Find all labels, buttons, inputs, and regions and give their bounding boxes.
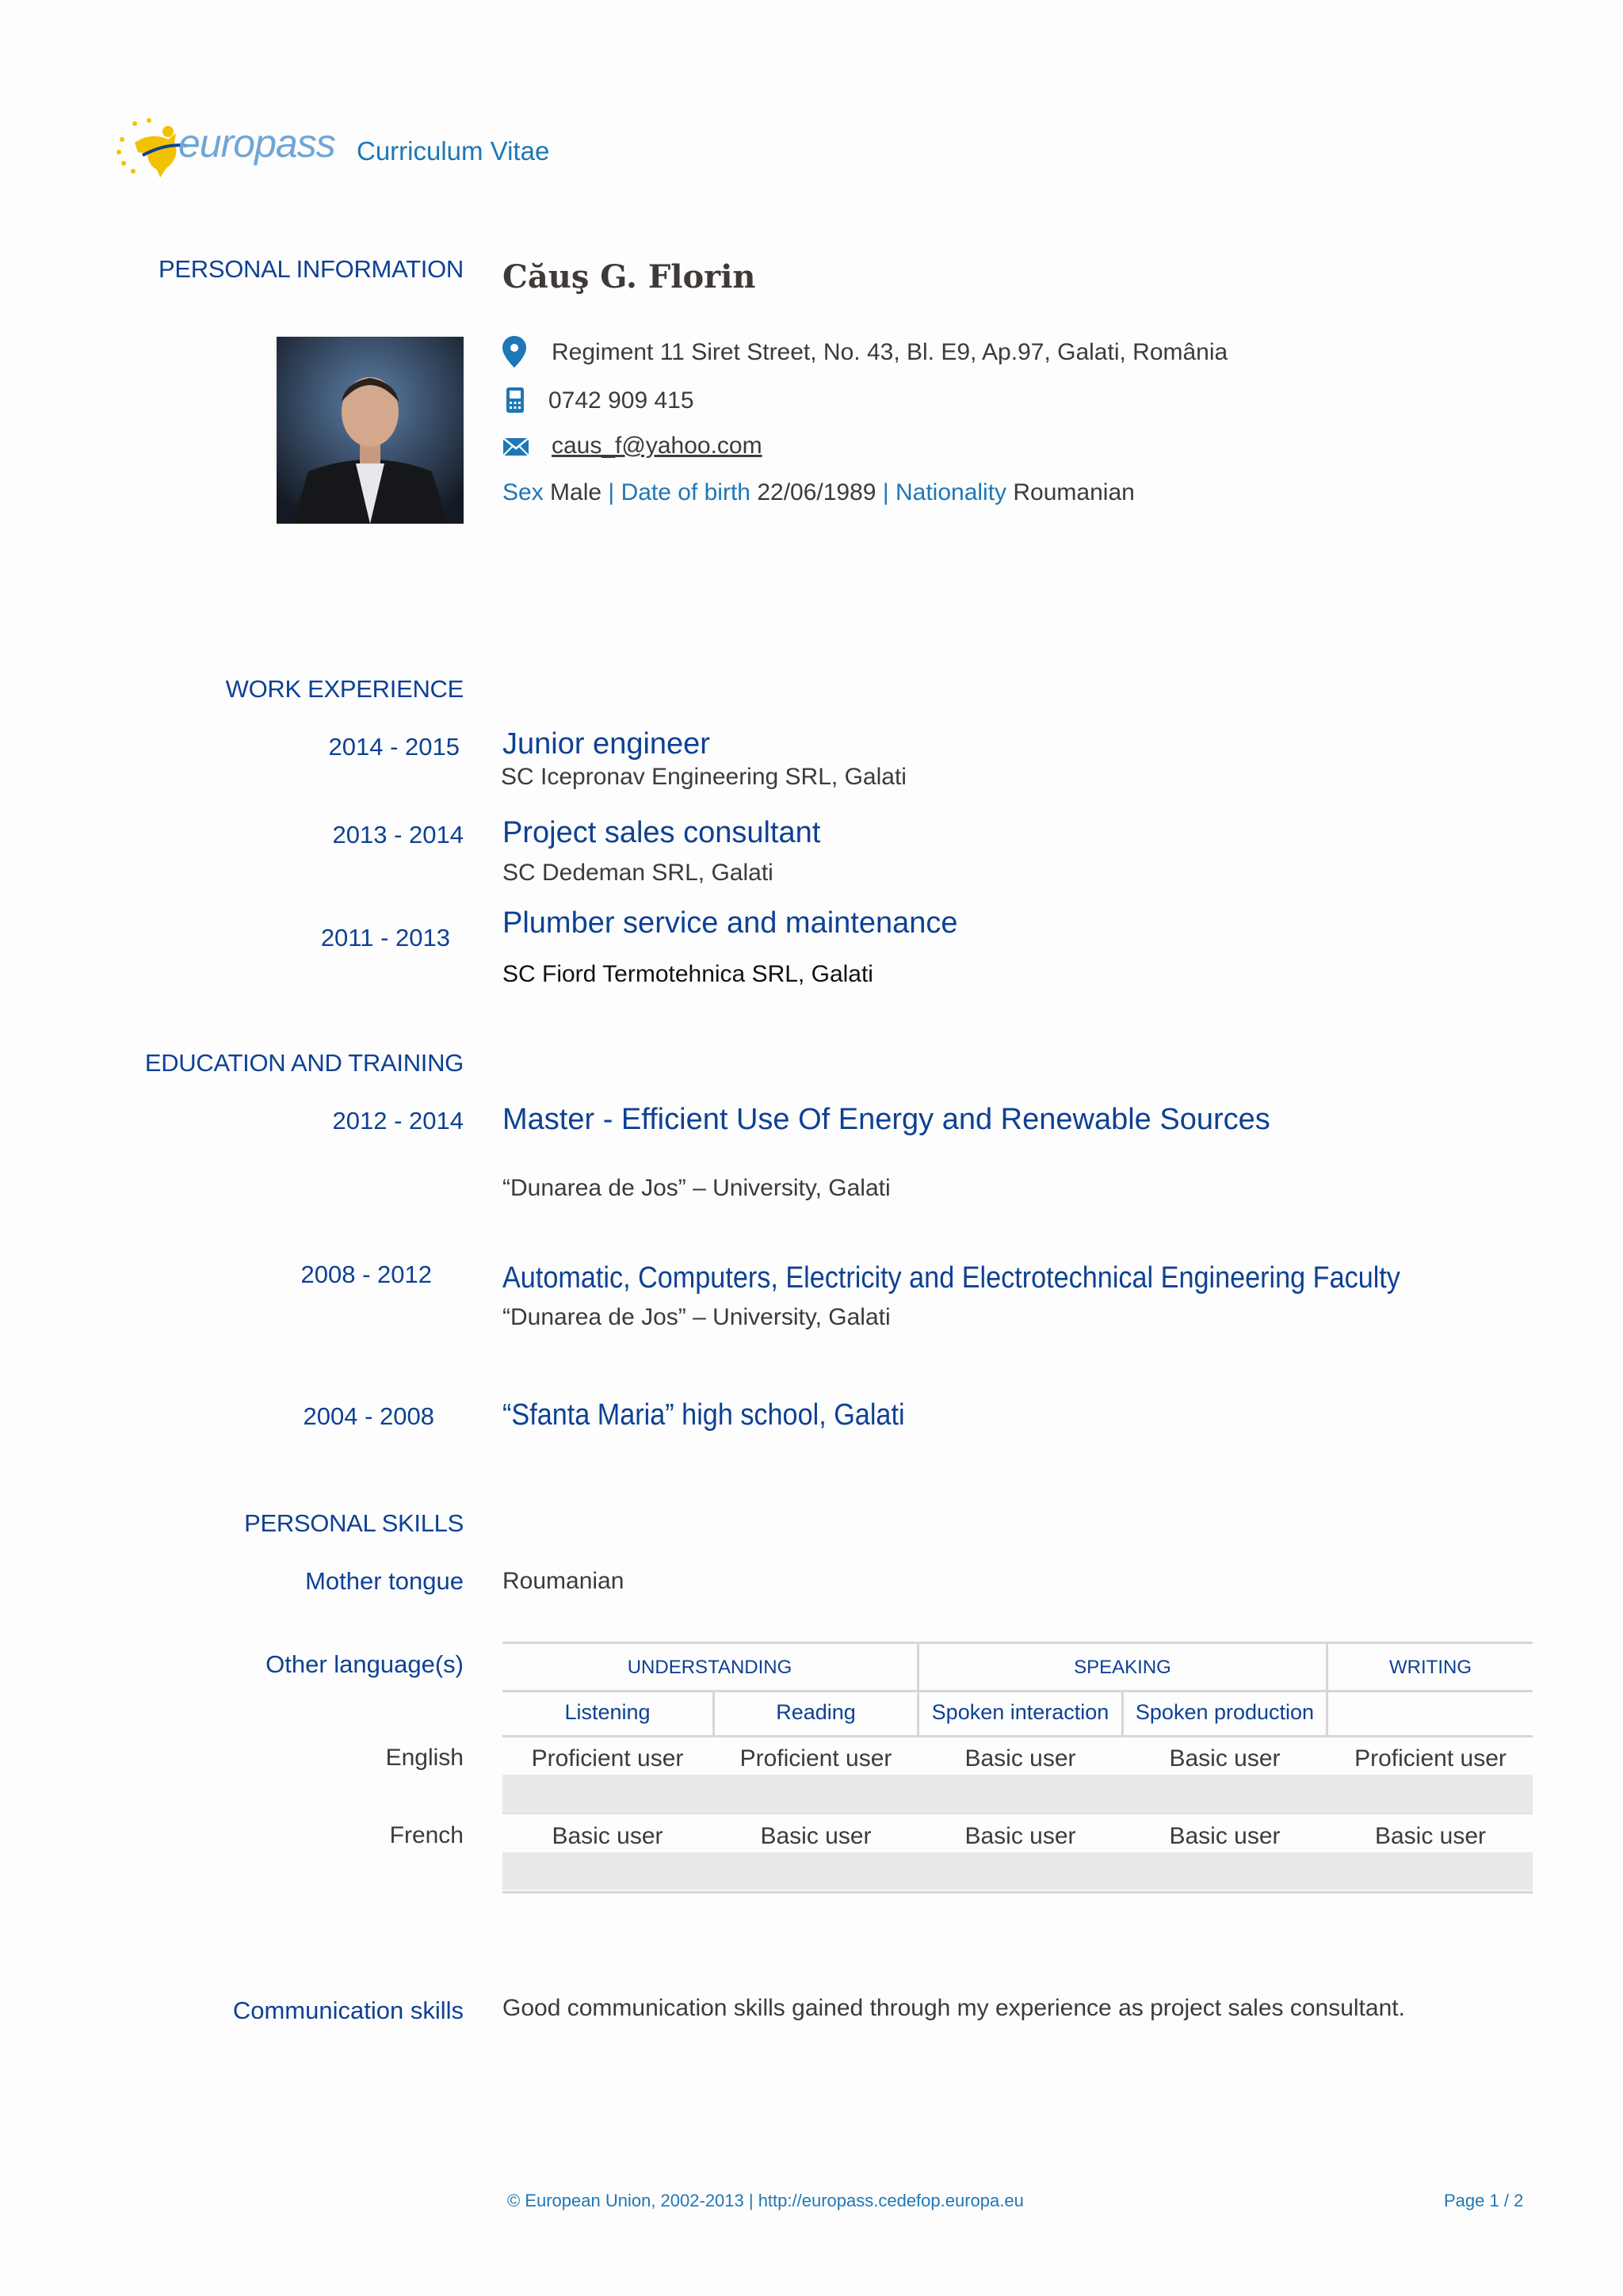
- table-subheader-spoken-interaction: Spoken interaction: [931, 1700, 1109, 1724]
- sex-value: Male: [550, 479, 602, 505]
- employer: SC Dedeman SRL, Galati: [502, 860, 773, 886]
- work-dates: 2014 - 2015: [328, 733, 460, 761]
- table-cell: Basic user: [1374, 1823, 1487, 1849]
- employer: SC Icepronav Engineering SRL, Galati: [501, 764, 907, 790]
- nationality-value: Roumanian: [1013, 479, 1135, 505]
- work-dates: 2011 - 2013: [320, 924, 450, 952]
- table-subheader-reading: Reading: [776, 1700, 856, 1724]
- job-title: Project sales consultant: [502, 816, 821, 849]
- communication-skills-text: Good communication skills gained through my experience as project sales consultant.: [502, 1995, 1405, 2021]
- table-header-speaking: SPEAKING: [1074, 1657, 1171, 1678]
- other-languages-label: Other language(s): [265, 1650, 464, 1678]
- section-heading-work-experience: WORK EXPERIENCE: [225, 675, 464, 703]
- table-cell: Basic user: [760, 1823, 872, 1849]
- education-title: Automatic, Computers, Electricity and Electrotechnical Engineering Faculty: [502, 1261, 1400, 1295]
- personal-details-line: [502, 479, 1135, 506]
- job-title: Junior engineer: [502, 727, 710, 761]
- page-number: Page 1 / 2: [1444, 2191, 1524, 2210]
- footer-copyright: © European Union, 2002-2013 | http://europass.cedefop.europa.eu: [507, 2191, 1024, 2210]
- communication-skills-label: Communication skills: [232, 1997, 464, 2024]
- table-cell: Proficient user: [531, 1745, 684, 1772]
- person-name: Căuş G. Florin: [502, 258, 756, 296]
- mother-tongue-label: Mother tongue: [305, 1567, 464, 1595]
- education-organisation: “Dunarea de Jos” – University, Galati: [502, 1175, 891, 1201]
- email-link[interactable]: caus_f@yahoo.com: [552, 433, 762, 459]
- document-title: Curriculum Vitae: [357, 136, 550, 166]
- dob-label: Date of birth: [621, 479, 750, 505]
- education-title: Master - Efficient Use Of Energy and Renewable Sources: [502, 1103, 1270, 1136]
- location-pin-icon: [502, 336, 526, 372]
- employer: SC Fiord Termotehnica SRL, Galati: [502, 961, 873, 987]
- table-cell: Proficient user: [1354, 1745, 1507, 1772]
- table-header-understanding: UNDERSTANDING: [627, 1657, 792, 1678]
- table-cell: Proficient user: [739, 1745, 892, 1772]
- table-cell: Basic user: [1169, 1745, 1281, 1772]
- dob-value: 22/06/1989: [757, 479, 876, 505]
- address: Regiment 11 Siret Street, No. 43, Bl. E9, Ap.97, Galati, România: [552, 339, 1228, 365]
- section-heading-education: EDUCATION AND TRAINING: [144, 1049, 464, 1077]
- education-dates: 2008 - 2012: [300, 1261, 432, 1288]
- education-title: “Sfanta Maria” high school, Galati: [502, 1398, 905, 1432]
- profile-photo: [277, 337, 464, 524]
- table-subheader-listening: Listening: [564, 1700, 651, 1724]
- education-dates: 2004 - 2008: [303, 1402, 434, 1430]
- nationality-label: Nationality: [895, 479, 1007, 505]
- section-heading-personal-information: PERSONAL INFORMATION: [158, 255, 464, 283]
- education-dates: 2012 - 2014: [332, 1107, 464, 1135]
- language-name: English: [385, 1745, 464, 1771]
- language-name: French: [389, 1822, 464, 1848]
- mother-tongue-value: Roumanian: [502, 1568, 624, 1594]
- section-heading-personal-skills: PERSONAL SKILLS: [244, 1509, 464, 1537]
- separator: |: [882, 479, 889, 505]
- table-header-writing: WRITING: [1389, 1657, 1472, 1678]
- work-dates: 2013 - 2014: [332, 821, 464, 849]
- table-cell: Basic user: [1169, 1823, 1281, 1849]
- table-cell: Basic user: [964, 1745, 1076, 1772]
- phone-number: 0742 909 415: [548, 387, 694, 414]
- europass-wordmark: europass: [178, 121, 335, 166]
- table-cell: Basic user: [552, 1823, 663, 1849]
- table-cell: Basic user: [964, 1823, 1076, 1849]
- phone-icon: [506, 387, 525, 418]
- separator: |: [608, 479, 615, 505]
- sex-label: Sex: [502, 479, 544, 505]
- person-portrait-icon: [277, 337, 464, 524]
- email-icon: [502, 437, 529, 460]
- job-title: Plumber service and maintenance: [502, 906, 958, 940]
- table-subheader-spoken-production: Spoken production: [1135, 1700, 1315, 1724]
- education-organisation: “Dunarea de Jos” – University, Galati: [502, 1304, 891, 1330]
